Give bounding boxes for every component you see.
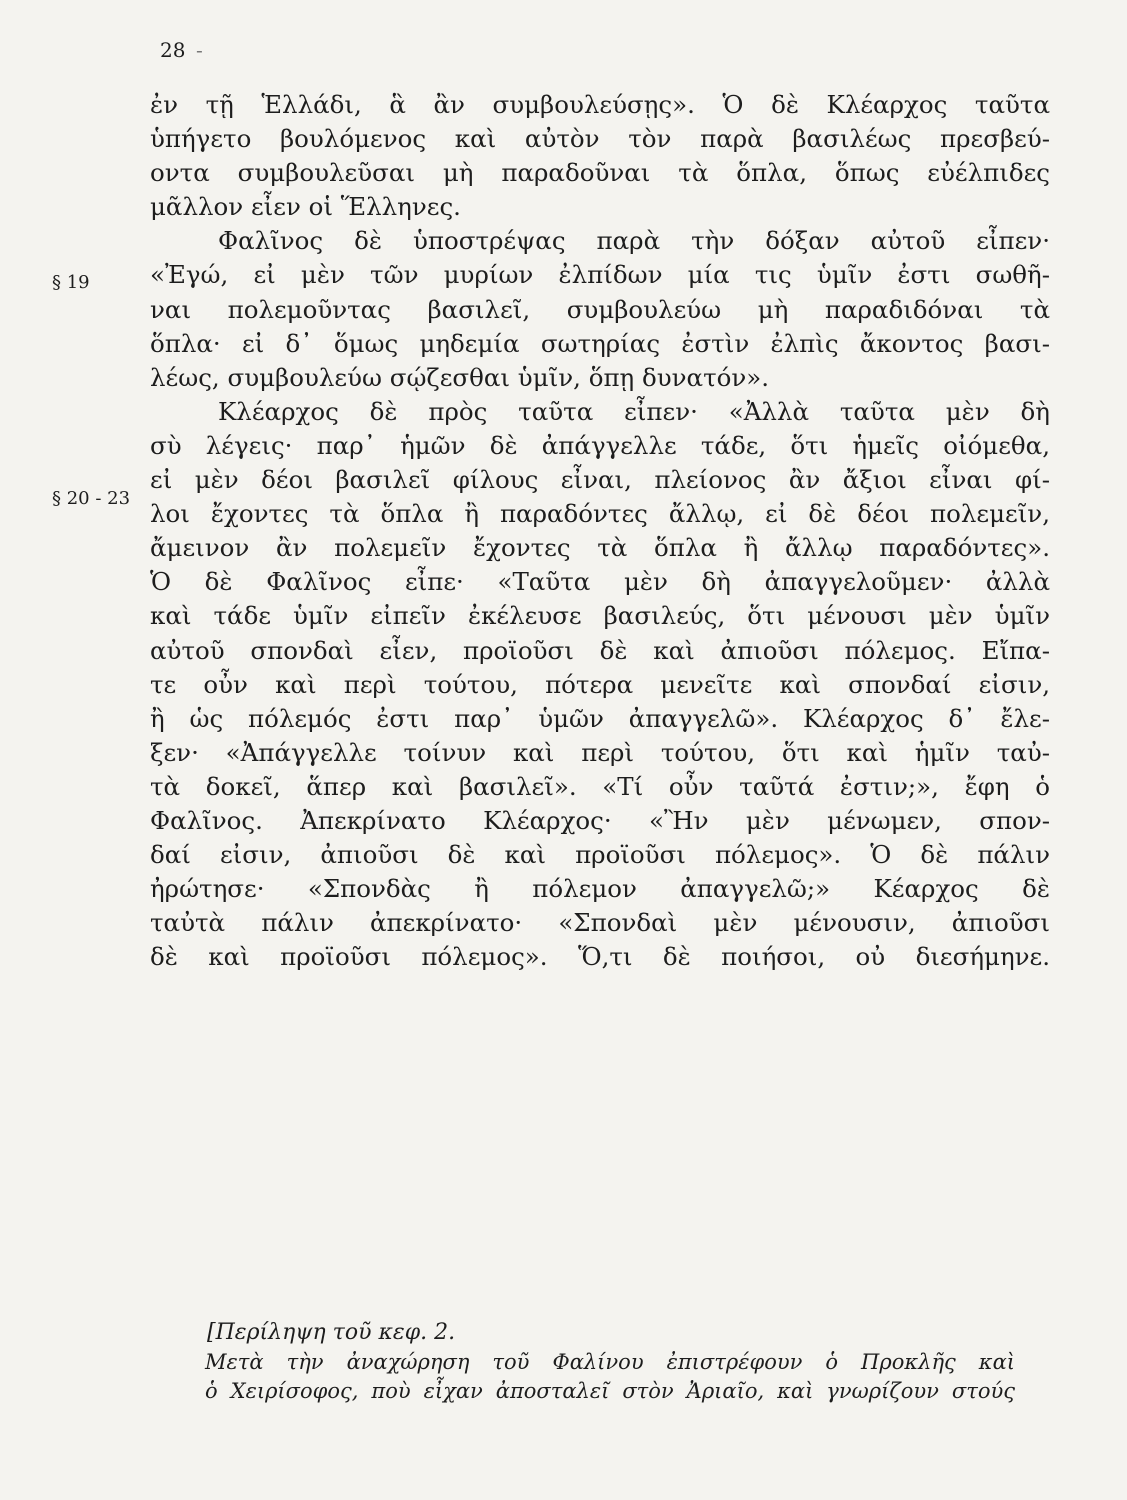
text-line: Φαλῖνος. Ἀπεκρίνατο Κλέαρχος· «Ἢν μὲν μένωμεν, σπον-: [150, 805, 1050, 835]
marginal-note-s19: § 19: [52, 272, 90, 293]
paragraph-start-line: Κλέαρχος δὲ πρὸς ταῦτα εἶπεν· «Ἀλλὰ ταῦτα μὲν δὴ: [218, 396, 1050, 426]
summary-heading: [Περίληψη τοῦ κεφ. 2.: [207, 1320, 456, 1345]
text-line: οντα συμβουλεῦσαι μὴ παραδοῦναι τὰ ὅπλα, ὅπως εὐέλπιδες: [150, 158, 1050, 188]
text-line: σὺ λέγεις· παρ᾽ ἡμῶν δὲ ἀπάγγελλε τάδε, ὅτι ἡμεῖς οἰόμεθα,: [150, 430, 1050, 460]
text-line: τὰ δοκεῖ, ἅπερ καὶ βασιλεῖ». «Τί οὖν ταῦτά ἐστιν;», ἔφη ὁ: [150, 771, 1050, 801]
text-line: ἄμεινον ἂν πολεμεῖν ἔχοντες τὰ ὅπλα ἢ ἄλλῳ παραδόντες».: [150, 533, 1050, 563]
summary-line: Μετὰ τὴν ἀναχώρηση τοῦ Φαλίνου ἐπιστρέφουν ὁ Προκλῆς καὶ: [205, 1350, 1015, 1374]
text-line: δὲ καὶ προϊοῦσι πόλεμος». Ὅ,τι δὲ ποιήσοι, οὐ διεσήμηνε.: [150, 942, 1050, 972]
summary-line: ὁ Χειρίσοφος, ποὺ εἶχαν ἀποσταλεῖ στὸν Ἀριαῖο, καὶ γνωρίζουν στούς: [205, 1379, 1015, 1403]
text-line: λοι ἔχοντες τὰ ὅπλα ἢ παραδόντες ἄλλῳ, εἰ δὲ δέοι πολεμεῖν,: [150, 499, 1050, 529]
paragraph-start-line: Φαλῖνος δὲ ὑποστρέψας παρὰ τὴν δόξαν αὐτοῦ εἶπεν·: [218, 226, 1050, 256]
text-line: εἰ μὲν δέοι βασιλεῖ φίλους εἶναι, πλείονος ἂν ἄξιοι εἶναι φί-: [150, 465, 1050, 495]
text-line: ξεν· «Ἀπάγγελλε τοίνυν καὶ περὶ τούτου, ὅτι καὶ ἡμῖν ταὐ-: [150, 737, 1050, 767]
chapter-summary: [205, 1318, 1015, 1406]
text-line: δαί εἰσιν, ἀπιοῦσι δὲ καὶ προϊοῦσι πόλεμος». Ὁ δὲ πάλιν: [150, 840, 1050, 870]
main-text: [150, 88, 1050, 974]
text-line: καὶ τάδε ὑμῖν εἰπεῖν ἐκέλευσε βασιλεύς, ὅτι μένουσι μὲν ὑμῖν: [150, 601, 1050, 631]
text-line: μᾶλλον εἶεν οἱ Ἕλληνες.: [150, 192, 461, 222]
text-line: ναι πολεμοῦντας βασιλεῖ, συμβουλεύω μὴ παραδιδόναι τὰ: [150, 294, 1050, 324]
text-line: αὐτοῦ σπονδαὶ εἶεν, προϊοῦσι δὲ καὶ ἀπιοῦσι πόλεμος. Εἴπα-: [150, 635, 1050, 665]
text-line: «Ἐγώ, εἰ μὲν τῶν μυρίων ἐλπίδων μία τις ὑμῖν ἐστι σωθῆ-: [150, 260, 1050, 290]
text-line: ἢ ὡς πόλεμός ἐστι παρ᾽ ὑμῶν ἀπαγγελῶ». Κλέαρχος δ᾽ ἔλε-: [150, 703, 1050, 733]
text-line: ὅπλα· εἰ δ᾽ ὅμως μηδεμία σωτηρίας ἐστὶν ἐλπὶς ἄκοντος βασι-: [150, 328, 1050, 358]
text-line: ταὐτὰ πάλιν ἀπεκρίνατο· «Σπονδαὶ μὲν μένουσιν, ἀπιοῦσι: [150, 908, 1050, 938]
page-number-dash: -: [196, 38, 203, 62]
text-line: τε οὖν καὶ περὶ τούτου, πότερα μενεῖτε καὶ σπονδαί εἰσιν,: [150, 669, 1050, 699]
text-line: ὑπήγετο βουλόμενος καὶ αὐτὸν τὸν παρὰ βασιλέως πρεσβεύ-: [150, 124, 1050, 154]
text-line: ἐν τῇ Ἑλλάδι, ἃ ἂν συμβουλεύσῃς». Ὁ δὲ Κλέαρχος ταῦτα: [150, 90, 1050, 119]
text-line: ἠρώτησε· «Σπονδὰς ἢ πόλεμον ἀπαγγελῶ;» Κέαρχος δὲ: [150, 874, 1050, 904]
page-number: 28: [160, 38, 186, 62]
marginal-note-s20-23: § 20 - 23: [52, 488, 131, 509]
text-line: Ὁ δὲ Φαλῖνος εἶπε· «Ταῦτα μὲν δὴ ἀπαγγελοῦμεν· ἀλλὰ: [150, 567, 1050, 597]
text-line: λέως, συμβουλεύω σῴζεσθαι ὑμῖν, ὅπῃ δυνατόν».: [150, 362, 770, 392]
